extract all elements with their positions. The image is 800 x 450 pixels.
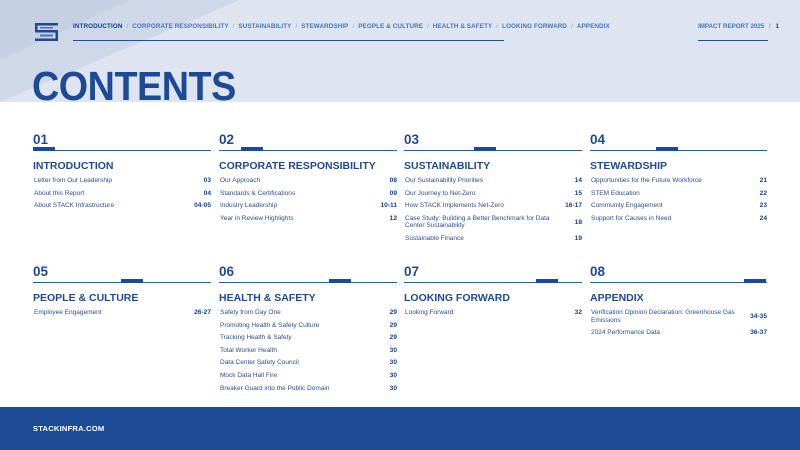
entry-list: [590, 307, 767, 340]
page-title: CONTENTS: [32, 63, 236, 109]
nav-separator: /: [295, 23, 298, 30]
toc-entry[interactable]: [590, 327, 767, 340]
section-title[interactable]: INTRODUCTION: [33, 160, 114, 172]
section-title[interactable]: STEWARDSHIP: [590, 160, 668, 172]
toc-entry[interactable]: [590, 200, 767, 213]
section-number: 05: [33, 264, 49, 279]
toc-entry[interactable]: [404, 200, 582, 213]
entry-list: [33, 175, 211, 213]
nav-separator: /: [232, 23, 235, 30]
toc-entry[interactable]: [219, 357, 397, 370]
toc-entry[interactable]: [219, 200, 397, 213]
toc-entry-page: 08: [389, 177, 397, 184]
toc-entry-page: 03: [203, 177, 211, 184]
nav-separator: /: [126, 23, 129, 30]
toc-entry[interactable]: [404, 175, 582, 188]
toc-entry-label: Data Center Safety Council: [220, 359, 299, 367]
toc-entry[interactable]: [219, 188, 397, 201]
nav-separator: /: [427, 23, 429, 30]
toc-entry-label: Total Worker Health: [220, 346, 277, 354]
toc-entry[interactable]: [404, 233, 582, 246]
toc-entry-label: STEM Education: [591, 189, 640, 197]
entry-list: [404, 307, 582, 320]
toc-entry[interactable]: [219, 320, 397, 333]
toc-entry-label: Letter from Our Leadership: [34, 177, 113, 184]
stack-logo-icon[interactable]: [34, 22, 60, 42]
toc-entry-page: 30: [389, 359, 397, 367]
section-05: [33, 264, 211, 320]
toc-entry-page: 36-37: [750, 329, 767, 337]
section-07: [404, 264, 582, 320]
toc-entry-label: Tracking Health & Safety: [220, 334, 292, 342]
section-number: 01: [33, 132, 49, 147]
section-rule: [404, 281, 582, 283]
toc-entry-page: 22: [759, 189, 767, 197]
section-rule-accent: [33, 147, 55, 151]
section-rule: [33, 281, 211, 283]
nav-item-sustainability[interactable]: SUSTAINABILITY: [238, 23, 292, 30]
toc-entry-label: Industry Leadership: [220, 202, 278, 210]
section-04: [590, 132, 767, 225]
toc-entry-page: 19: [574, 234, 582, 242]
toc-entry-page: 32: [574, 309, 582, 316]
toc-entry[interactable]: [404, 188, 582, 201]
section-08: [590, 264, 767, 340]
section-number: 07: [404, 264, 420, 279]
toc-entry[interactable]: [590, 213, 767, 226]
toc-entry[interactable]: [219, 307, 397, 320]
toc-entry-label: About this Report: [34, 189, 85, 197]
toc-entry-label: Year in Review Highlights: [220, 214, 294, 222]
toc-entry-page: 09: [389, 189, 397, 197]
toc-entry[interactable]: [404, 307, 582, 320]
toc-entry-label: Community Engagement: [591, 202, 663, 210]
nav-item-corporate-responsibility[interactable]: CORPORATE RESPONSIBILITY: [132, 23, 229, 30]
toc-entry-label: Sustainable Finance: [405, 234, 464, 242]
section-rule: [404, 149, 582, 151]
entry-list: [33, 307, 211, 320]
section-number: 06: [219, 264, 235, 279]
section-rule: [590, 281, 767, 283]
report-separator: /: [768, 23, 771, 30]
nav-item-stewardship[interactable]: STEWARDSHIP: [301, 23, 349, 30]
toc-entry-label: Mock Data Hall Fire: [220, 371, 278, 379]
toc-entry[interactable]: [219, 370, 397, 383]
toc-entry-label: Employee Engagement: [34, 309, 102, 316]
toc-entry-label: About STACK Infrastructure: [34, 202, 115, 210]
toc-entry-page: 23: [759, 202, 767, 210]
section-title[interactable]: SUSTAINABILITY: [404, 160, 491, 172]
toc-entry-label: Verification Opinion Declaration: Greenhouse Gas Emissions: [591, 309, 735, 324]
nav-item-appendix[interactable]: APPENDIX: [576, 23, 610, 30]
toc-entry-label: Our Journey to Net-Zero: [405, 189, 476, 197]
entry-list: [219, 307, 397, 395]
website-link[interactable]: STACKINFRA.COM: [33, 424, 105, 433]
section-rule-accent: [241, 147, 263, 151]
section-title[interactable]: LOOKING FORWARD: [404, 292, 510, 304]
section-rule-accent: [121, 279, 143, 283]
toc-entry-page: 34-35: [750, 313, 767, 320]
toc-entry-page: 29: [389, 309, 397, 316]
toc-entry-page: 04: [203, 189, 211, 197]
toc-entry-page: 30: [389, 346, 397, 354]
nav-item-health-safety[interactable]: HEALTH & SAFETY: [432, 23, 493, 30]
section-rule: [590, 149, 767, 151]
section-06: [219, 264, 397, 395]
report-label: IMPACT REPORT 2025: [698, 23, 765, 30]
toc-entry-label: Standards & Certifications: [220, 189, 296, 197]
toc-entry[interactable]: [219, 345, 397, 358]
toc-entry-page: 12: [389, 214, 397, 222]
toc-entry-label: Case Study: Building a Better Benchmark for Data Center Sustainability: [405, 214, 550, 230]
toc-entry-page: 30: [389, 371, 397, 379]
section-number: 08: [590, 264, 606, 279]
toc-entry-page: 21: [759, 177, 767, 184]
section-rule: [219, 149, 397, 151]
section-rule-accent: [474, 147, 496, 151]
section-02: [219, 132, 397, 225]
toc-entry[interactable]: [219, 383, 397, 396]
footer-band: [0, 407, 800, 450]
toc-entry-page: 30: [389, 384, 397, 392]
nav-separator: /: [571, 23, 573, 30]
section-rule-accent: [329, 279, 351, 283]
toc-entry[interactable]: [219, 332, 397, 345]
section-number: 03: [404, 132, 420, 147]
section-rule-accent: [744, 279, 766, 283]
toc-entry-label: Our Approach: [220, 177, 261, 184]
nav-item-looking-forward[interactable]: LOOKING FORWARD: [502, 23, 568, 30]
section-rule: [33, 149, 211, 151]
section-rule: [219, 281, 397, 283]
toc-entry[interactable]: [590, 307, 767, 327]
toc-entry-page: 29: [389, 334, 397, 342]
nav-item-introduction[interactable]: INTRODUCTION: [73, 23, 123, 30]
toc-entry[interactable]: [33, 175, 211, 188]
toc-entry[interactable]: [219, 175, 397, 188]
toc-entry[interactable]: [219, 213, 397, 226]
toc-entry[interactable]: [33, 307, 211, 320]
toc-entry-page: 10-11: [380, 202, 397, 210]
toc-entry-label: Breaker Guard into the Public Domain: [220, 384, 330, 392]
section-title[interactable]: CORPORATE RESPONSIBILITY: [219, 160, 376, 172]
toc-entry-label: Promoting Health & Safety Culture: [220, 321, 320, 329]
nav-separator: /: [496, 23, 499, 30]
toc-entry[interactable]: [590, 175, 767, 188]
entry-list: [590, 175, 767, 225]
section-nav: [73, 22, 610, 41]
section-number: 02: [219, 132, 235, 147]
toc-entry-page: 14: [574, 177, 582, 184]
toc-entry-page: 04-05: [194, 202, 211, 210]
entry-list: [404, 175, 582, 246]
nav-item-people-culture[interactable]: PEOPLE & CULTURE: [358, 23, 424, 30]
page-number: 1: [775, 23, 779, 30]
toc-entry-page: 26-27: [194, 309, 211, 316]
toc-entry[interactable]: [590, 188, 767, 201]
section-03: [404, 132, 582, 246]
section-rule-accent: [536, 279, 558, 283]
nav-separator: /: [352, 23, 355, 30]
toc-entry[interactable]: [33, 200, 211, 213]
section-title[interactable]: HEALTH & SAFETY: [219, 292, 316, 304]
toc-entry-page: 24: [759, 214, 767, 222]
toc-entry-label: Opportunities for the Future Workforce: [591, 177, 702, 184]
toc-entry[interactable]: [33, 188, 211, 201]
toc-entry-label: Safety from Day One: [220, 309, 281, 316]
section-number: 04: [590, 132, 606, 147]
toc-entry-label: Our Sustainability Priorities: [405, 177, 484, 184]
section-rule-accent: [656, 147, 678, 151]
toc-entry-page: 16-17: [565, 202, 582, 210]
toc-entry-label: How STACK Implements Net-Zero: [405, 202, 504, 210]
toc-entry-label: Support for Causes in Need: [591, 214, 672, 222]
toc-entry-page: 29: [389, 321, 397, 329]
section-01: [33, 132, 211, 213]
section-title[interactable]: PEOPLE & CULTURE: [33, 292, 139, 304]
toc-entry-label: 2024 Performance Data: [591, 329, 661, 337]
entry-list: [219, 175, 397, 225]
toc-entry-label: Looking Forward: [405, 309, 454, 316]
report-indicator: [698, 22, 779, 41]
toc-entry-page: 18: [574, 218, 582, 226]
toc-entry-page: 15: [574, 189, 582, 197]
toc-entry[interactable]: [404, 213, 582, 233]
section-title[interactable]: APPENDIX: [590, 292, 644, 304]
